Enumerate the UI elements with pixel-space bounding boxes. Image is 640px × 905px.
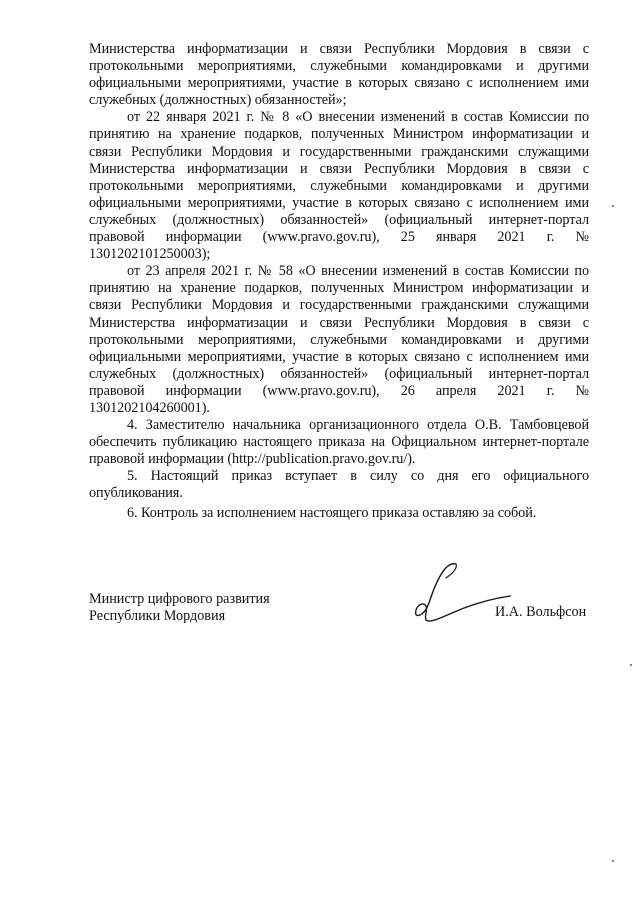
paragraph-item-4: 4. Заместителю начальника организационного отдела О.В. Тамбовцевой обеспечить публикацию настоящего приказа на Официальном интернет-портале правовой информации (http://publication.pravo.gov.ru/). [89, 417, 589, 468]
scan-speck [612, 860, 614, 862]
document-body [89, 41, 589, 522]
paragraph-order-23-apr-2021: от 23 апреля 2021 г. № 58 «О внесении изменений в состав Комиссии по принятию на хранение подарков, полученных Министром информатизации и связи Республики Мордовия и государственными гражданскими служащими Министерства информатизации и связи Республики Мордовия в связи с протокольными мероприятиями, служебными командировками и другими официальными мероприятиями, участие в которых связано с исполнением ими служебных (должностных) обязанностей» (официальный интернет-портал правовой информации (www.pravo.gov.ru), 26 апреля 2021 г. № 1301202104260001). [89, 263, 589, 416]
paragraph-item-5: 5. Настоящий приказ вступает в силу со дня его официального опубликования. [89, 468, 589, 502]
signature-block [89, 591, 609, 651]
signer-position [89, 591, 270, 625]
paragraph-item-6: 6. Контроль за исполнением настоящего приказа оставляю за собой. [127, 504, 537, 521]
paragraph-order-22-jan-2021: от 22 января 2021 г. № 8 «О внесении изменений в состав Комиссии по принятию на хранение подарков, полученных Министром информатизации и связи Республики Мордовия и государственными гражданскими служащими Министерства информатизации и связи Республики Мордовия в связи с протокольными мероприятиями, служебными командировками и другими официальными мероприятиями, участие в которых связано с исполнением ими служебных (должностных) обязанностей» (официальный интернет-портал правовой информации (www.pravo.gov.ru), 25 января 2021 г. № 1301202101250003); [89, 109, 589, 263]
scan-speck [630, 664, 632, 666]
paragraph-continuation: Министерства информатизации и связи Республики Мордовия в связи с протокольными мероприятиями, служебными командировками и другими официальными мероприятиями, участие в которых связано с исполнением ими служебных (должностных) обязанностей»; [89, 41, 589, 109]
handwritten-signature [408, 558, 513, 628]
signer-position-line-2: Республики Мордовия [89, 608, 226, 624]
scan-speck [612, 205, 614, 207]
signer-name: И.А. Вольфсон [495, 604, 587, 620]
signer-position-line-1: Министр цифрового развития [89, 591, 270, 607]
